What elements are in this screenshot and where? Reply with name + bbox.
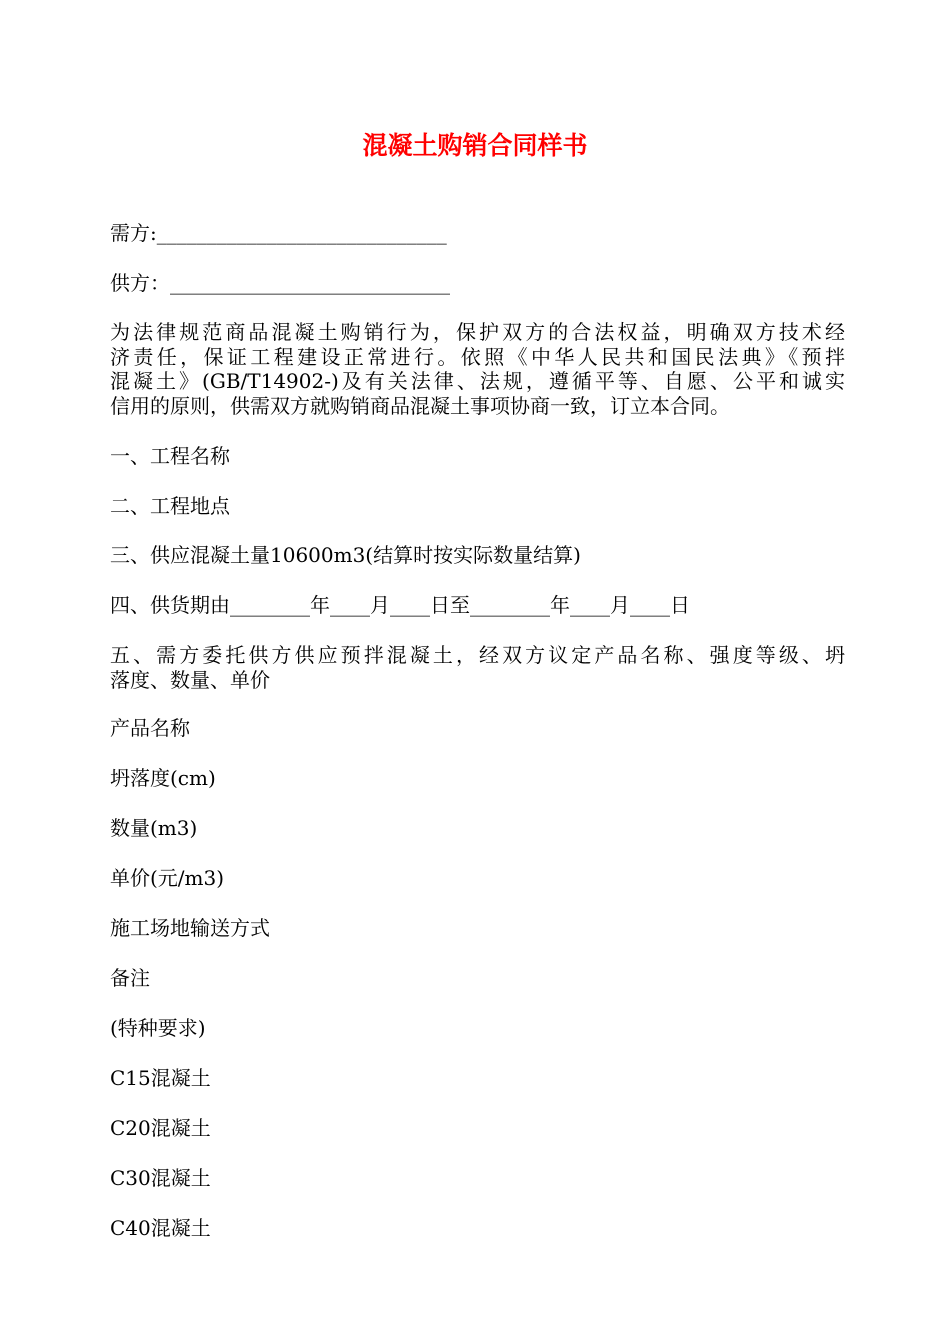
clause-supply-quantity: 三、供应混凝土量10600m3(结算时按实际数量结算) bbox=[110, 543, 581, 567]
clause-line: 五、需方委托供方供应预拌混凝土，经双方议定产品名称、强度等级、坍 bbox=[110, 643, 845, 667]
product-c30: C30混凝土 bbox=[110, 1166, 211, 1190]
clause-project-name: 一、工程名称 bbox=[110, 444, 230, 468]
preamble-line: 信用的原则，供需双方就购销商品混凝土事项协商一致，订立本合同。 bbox=[110, 393, 730, 418]
preamble-line: 为法律规范商品混凝土购销行为，保护双方的合法权益，明确双方技术经 bbox=[110, 320, 845, 344]
product-c15: C15混凝土 bbox=[110, 1066, 211, 1090]
preamble-paragraph bbox=[110, 320, 845, 418]
buyer-line: 需方:_____________________________ bbox=[110, 221, 447, 245]
header-special-requirements: (特种要求) bbox=[110, 1016, 206, 1040]
seller-line: 供方：____________________________ bbox=[110, 271, 450, 295]
document-title: 混凝土购销合同样书 bbox=[362, 131, 588, 160]
clause-supply-period: 四、供货期由________年____月____日至________年____月____日 bbox=[110, 593, 690, 617]
clause-project-location: 二、工程地点 bbox=[110, 494, 230, 518]
preamble-line: 混凝土》(GB/T14902-)及有关法律、法规，遵循平等、自愿、公平和诚实 bbox=[110, 369, 845, 393]
header-quantity: 数量(m3) bbox=[110, 816, 198, 840]
product-c40: C40混凝土 bbox=[110, 1216, 211, 1240]
header-delivery-method: 施工场地输送方式 bbox=[110, 916, 270, 940]
header-remarks: 备注 bbox=[110, 966, 150, 990]
header-slump: 坍落度(cm) bbox=[110, 766, 216, 790]
header-product-name: 产品名称 bbox=[110, 716, 190, 740]
header-unit-price: 单价(元/m3) bbox=[110, 866, 225, 890]
product-c20: C20混凝土 bbox=[110, 1116, 211, 1140]
clause-product-terms bbox=[110, 643, 845, 692]
preamble-line: 济责任，保证工程建设正常进行。依照《中华人民共和国民法典》《预拌 bbox=[110, 344, 845, 369]
clause-line: 落度、数量、单价 bbox=[110, 667, 270, 692]
